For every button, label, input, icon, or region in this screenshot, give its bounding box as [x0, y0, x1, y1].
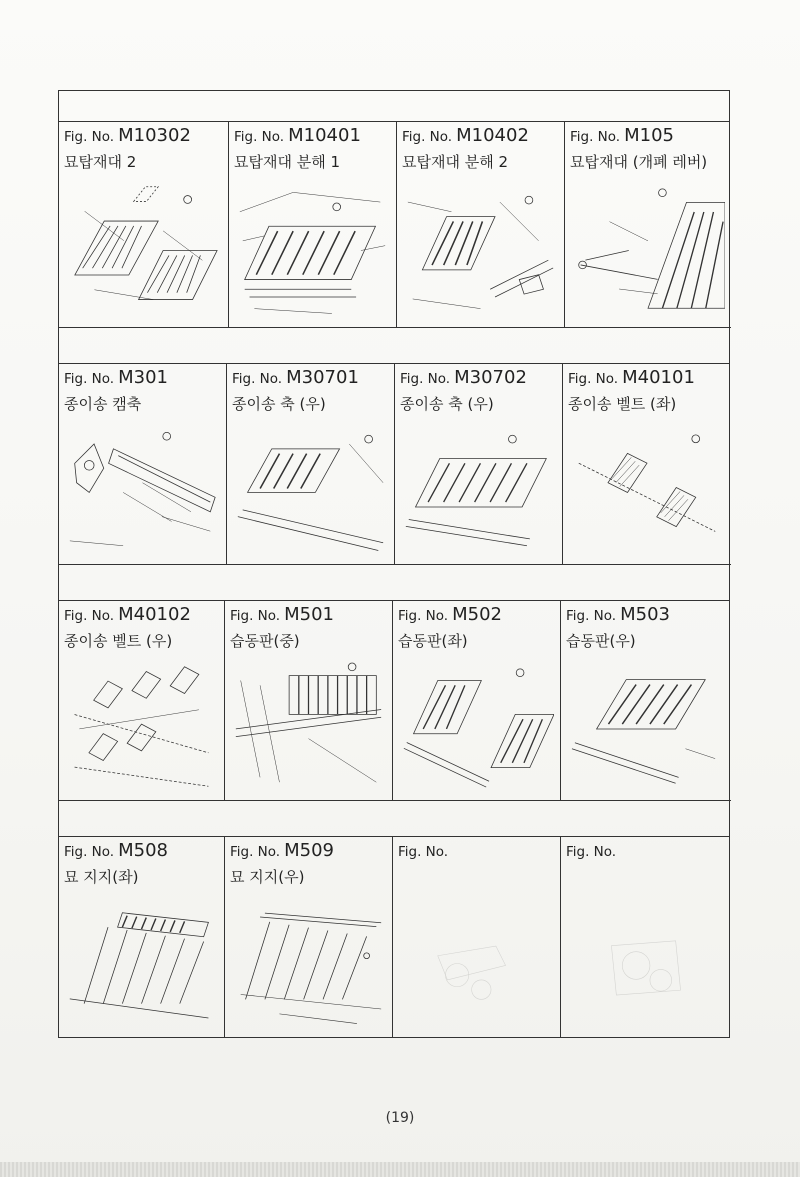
lever-diagram	[571, 180, 725, 321]
figure-number: Fig. No. M40101	[568, 367, 695, 388]
figure-title: 묘탑재대 분해 1	[234, 153, 341, 171]
figure-number: Fig. No. M503	[566, 604, 670, 625]
shaft-diagram	[401, 422, 556, 558]
page-number: (19)	[385, 1110, 415, 1126]
figure-index-table	[58, 90, 730, 1038]
figure-cell[interactable]	[59, 122, 229, 328]
figure-cell[interactable]	[395, 364, 563, 565]
section-band	[59, 565, 729, 601]
table-header-band	[59, 91, 729, 122]
support-diagram	[231, 895, 386, 1031]
figure-title: 종이송 벨트 (좌)	[568, 395, 677, 413]
figure-number: Fig. No. M10302	[64, 125, 191, 146]
figure-cell[interactable]	[225, 601, 393, 801]
figure-title: 묘탑재대 분해 2	[402, 153, 509, 171]
figure-title: 종이송 축 (우)	[232, 395, 326, 413]
figure-cell[interactable]	[59, 837, 225, 1037]
figure-number: Fig. No. M301	[64, 367, 168, 388]
figure-cell[interactable]	[561, 837, 731, 1037]
slide-plate-diagram	[231, 659, 386, 794]
figure-cell[interactable]	[59, 364, 227, 565]
figure-cell[interactable]	[563, 364, 731, 565]
figure-cell[interactable]	[227, 364, 395, 565]
figure-title: 종이송 벨트 (우)	[64, 632, 173, 650]
figure-title: 묘탑재대 2	[64, 153, 137, 171]
figure-number: Fig. No. M10401	[234, 125, 361, 146]
section-band	[59, 328, 729, 364]
figure-cell[interactable]	[397, 122, 565, 328]
figure-number: Fig. No. M509	[230, 840, 334, 861]
figure-title: 묘탑재대 (개폐 레버)	[570, 153, 708, 171]
tray-exploded-diagram	[235, 180, 390, 321]
scan-edge	[0, 1162, 800, 1177]
empty-panel	[399, 895, 554, 1031]
figure-cell[interactable]	[561, 601, 731, 801]
figure-cell[interactable]	[393, 601, 561, 801]
figure-title: 종이송 축 (우)	[400, 395, 494, 413]
figure-title: 습동판(좌)	[398, 632, 468, 650]
figure-title: 묘 지지(좌)	[64, 868, 139, 886]
figure-title: 습동판(중)	[230, 632, 300, 650]
figure-cell[interactable]	[565, 122, 731, 328]
figure-title: 종이송 캠축	[64, 395, 142, 413]
empty-panel	[567, 895, 725, 1031]
figure-cell[interactable]	[59, 601, 225, 801]
figure-number: Fig. No. M508	[64, 840, 168, 861]
figure-number: Fig. No. M30702	[400, 367, 527, 388]
tray-exploded-diagram	[403, 180, 558, 321]
support-diagram	[65, 895, 218, 1031]
belt-diagram	[65, 659, 218, 794]
slide-plate-diagram	[567, 659, 725, 794]
slide-plate-diagram	[399, 659, 554, 794]
figure-number: Fig. No. M501	[230, 604, 334, 625]
tray-assembly-diagram	[65, 180, 222, 321]
belt-diagram	[569, 422, 725, 558]
figure-number: Fig. No. M40102	[64, 604, 191, 625]
figure-number: Fig. No.	[566, 844, 617, 860]
figure-title: 습동판(우)	[566, 632, 636, 650]
figure-cell[interactable]	[229, 122, 397, 328]
camshaft-diagram	[65, 422, 220, 558]
figure-number: Fig. No. M10402	[402, 125, 529, 146]
figure-number: Fig. No. M502	[398, 604, 502, 625]
figure-cell[interactable]	[225, 837, 393, 1037]
figure-number: Fig. No.	[398, 844, 449, 860]
figure-number: Fig. No. M105	[570, 125, 674, 146]
figure-cell[interactable]	[393, 837, 561, 1037]
figure-number: Fig. No. M30701	[232, 367, 359, 388]
section-band	[59, 801, 729, 837]
figure-title: 묘 지지(우)	[230, 868, 305, 886]
shaft-diagram	[233, 422, 388, 558]
